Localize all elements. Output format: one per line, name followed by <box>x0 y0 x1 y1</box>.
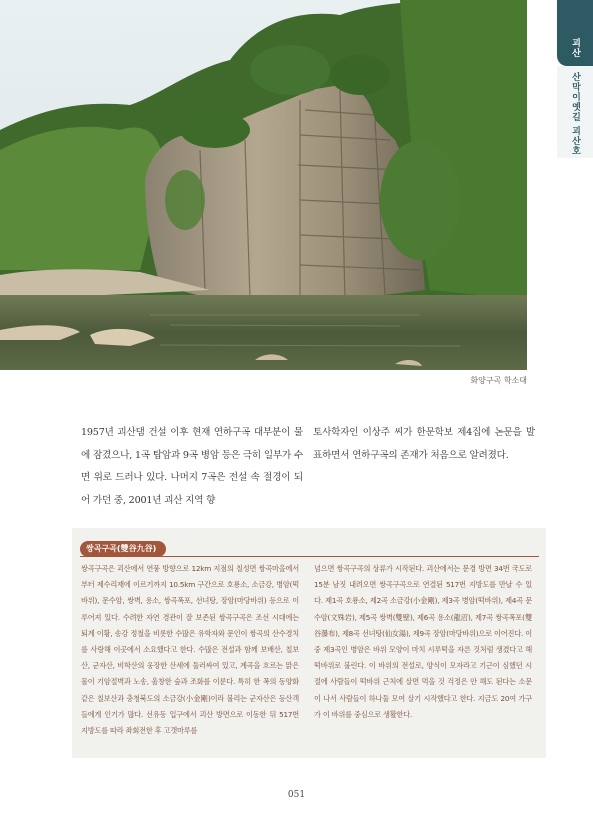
landscape-photo <box>0 0 527 370</box>
side-tab-region: 괴산 <box>570 38 580 58</box>
side-tab-series: 산막이옛길 괴산호 <box>570 72 580 157</box>
info-box-right-column: 넘으면 쌍곡구곡의 상류가 시작된다. 괴산에서는 문경 방면 34번 국도로 15분 남짓 내려오면 쌍곡구곡으로 연결된 517번 지방도를 만날 수 있다. 제1곡 호룡소, 제2곡 소금강(小金剛), 제3곡 병암(떡바위), 제4곡 문수암(文殊岩), 제5곡 쌍벽(雙壁), 제6곡 용소(龍沼), 제7곡 쌍곡폭포(雙谷瀑布), 제8곡 선녀탕(仙女湯), 제9곡 장암(마당바위)으로 이어진다. 이 중 제3곡인 병암은 바위 모양이 마치 시루떡을 자른 것처럼 생겼다고 해 떡바위로 불린다. 이 바위의 전설로, 양식이 모자라고 기근이 심했던 시절에 사람들이 떡바위 근처에 살면 먹을 것 걱정은 안 해도 된다는 소문이 나서 사람들이 하나둘 모여 살기 시작했다고 한다. 지금도 20여 가구가 이 바위를 중심으로 생활한다. <box>314 564 532 719</box>
info-box-left-column: 쌍곡구곡은 괴산에서 연풍 방향으로 12km 지점의 칠성면 쌍곡마을에서부터 제수리재에 이르기까지 10.5km 구간으로 호룡소, 소금강, 병암(떡바위), 문수암, 쌍벽, 용소, 쌍곡폭포, 선녀탕, 장암(마당바위) 등으로 이루어져 있다. 수려한 자연 경관이 잘 보존된 쌍곡구곡은 조선 시대에는 퇴계 이황, 송강 정철을 비롯한 수많은 유학자와 문인이 쌍곡의 산수경치를 사랑해 이곳에서 소요했다고 한다. 수많은 전설과 함께 보배산, 칠보산, 군자산, 비학산의 웅장한 산세에 둘러싸여 있고, 계곡을 흐르는 맑은 물이 기암절벽과 노송, 울창한 숲과 조화를 이룬다. 특히 한 폭의 동양화 같은 칠보산과 충청북도의 소금강(小金剛)이라 불리는 군자산은 등산객들에게 인기가 많다. 선유동 입구에서 괴산 방면으로 이동한 뒤 517번 지방도를 따라 좌회전한 후 고갯마루를 <box>81 564 299 736</box>
main-text-right-column: 토사학자인 이상주 씨가 한문학보 제4집에 논문을 발표하면서 연하구곡의 존재가 처음으로 알려졌다. <box>313 427 535 461</box>
chapter-side-tab <box>557 0 593 158</box>
landscape-photo-icon <box>0 0 527 370</box>
main-text-left-column: 1957년 괴산댐 건설 이후 현재 연하구곡 대부분이 물에 잠겼으나, 1곡 탑암과 9곡 병암 등은 극히 일부가 수면 위로 드러나 있다. 나머지 7곡은 전설 속 절경이 되어 가던 중, 2001년 괴산 지역 향 <box>81 427 303 506</box>
info-box-title: 쌍곡구곡(雙谷九谷) <box>80 541 166 557</box>
photo-caption: 화양구곡 학소대 <box>470 376 527 385</box>
info-box-divider <box>80 556 539 557</box>
page-number: 051 <box>287 790 306 800</box>
